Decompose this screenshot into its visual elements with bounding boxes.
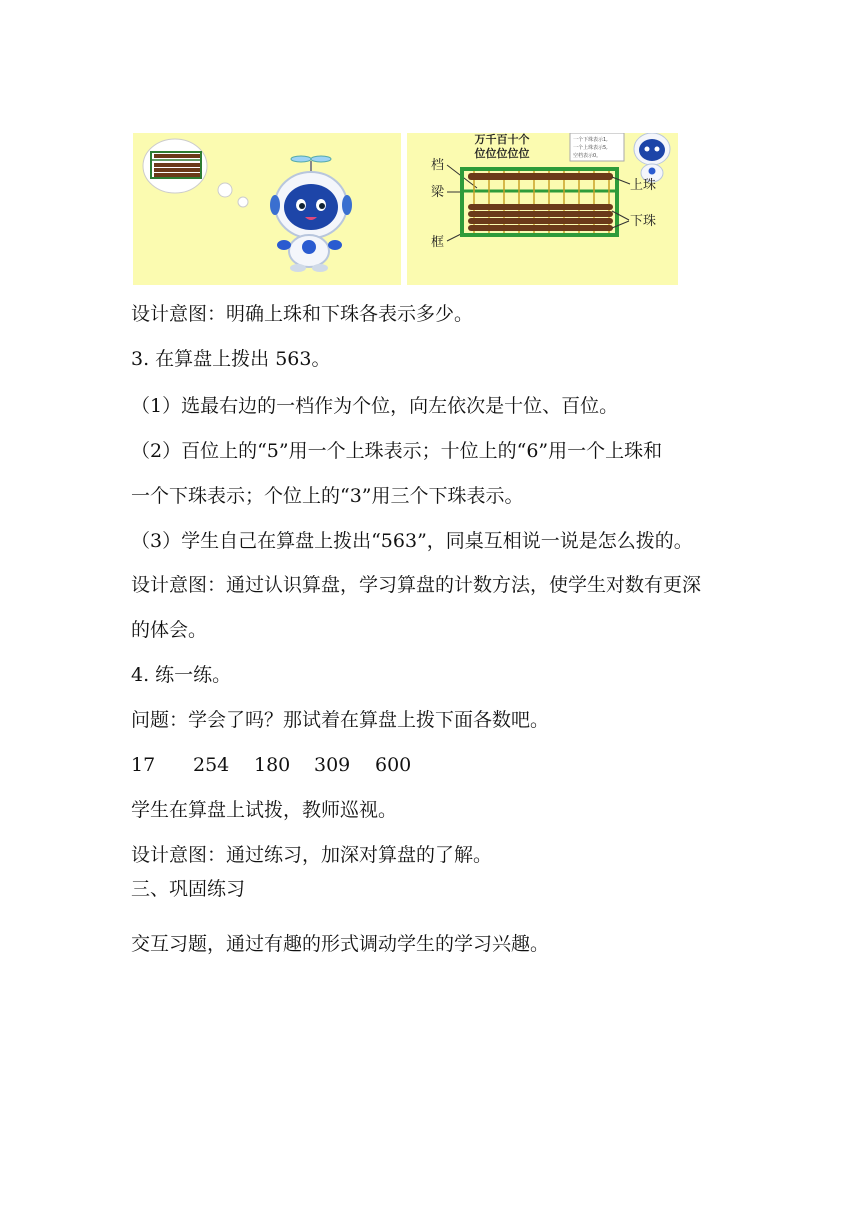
beam-label: 梁: [431, 185, 445, 200]
design-intent-2-cont: 的体会。: [131, 619, 208, 641]
rod-label: 档: [431, 158, 445, 173]
number-item: 17: [131, 754, 156, 776]
step-3-item-1: （1）选最右边的一档作为个位，向左依次是十位、百位。: [131, 395, 619, 417]
svg-text:空档表示0。: 空档表示0。: [573, 153, 602, 159]
upper-bead-label: 上珠: [630, 178, 657, 193]
place-header-bottom: 位位位位位: [474, 147, 530, 160]
robot-thinking-figure: [133, 133, 401, 285]
interactive-exercises: 交互习题，通过有趣的形式调动学生的学习兴趣。: [131, 933, 550, 955]
step-3-item-2: （2）百位上的“5”用一个上珠表示；十位上的“6”用一个上珠和: [131, 440, 663, 462]
small-abacus-icon: [151, 152, 201, 178]
place-header-top: 万千百十个: [474, 133, 530, 146]
lower-bead-label: 下珠: [630, 214, 657, 229]
robot-mascot-icon: [270, 156, 352, 272]
design-intent-1: 设计意图：明确上珠和下珠各表示多少。: [131, 303, 474, 325]
step-4-heading: 4. 练一练。: [131, 664, 232, 686]
number-item: 600: [375, 754, 412, 776]
design-intent-3: 设计意图：通过练习，加深对算盘的了解。: [131, 844, 493, 866]
abacus-icon: [462, 169, 617, 235]
robot-mascot-icon: [634, 133, 670, 182]
illustration-row: [133, 133, 678, 285]
svg-text:一个下珠表示1,: 一个下珠表示1,: [573, 137, 608, 143]
frame-label: 框: [431, 235, 445, 250]
step-3-heading: 3. 在算盘上拨出 563。: [131, 348, 331, 370]
step-3-item-3: （3）学生自己在算盘上拨出“563”，同桌互相说一说是怎么拨的。: [131, 530, 693, 552]
students-try: 学生在算盘上试拨，教师巡视。: [131, 799, 398, 821]
practice-numbers: [131, 753, 411, 777]
practice-question: 问题：学会了吗？那试着在算盘上拨下面各数吧。: [131, 709, 550, 731]
design-intent-2: 设计意图：通过认识算盘，学习算盘的计数方法，使学生对数有更深: [131, 574, 702, 596]
svg-text:一个上珠表示5,: 一个上珠表示5,: [573, 145, 608, 151]
section-3-heading: 三、巩固练习: [131, 878, 246, 900]
labeled-abacus-figure: [407, 133, 678, 285]
number-item: 180: [254, 754, 291, 776]
number-item: 309: [314, 754, 351, 776]
step-3-item-2-cont: 一个下珠表示；个位上的“3”用三个下珠表示。: [131, 485, 524, 507]
number-item: 254: [193, 754, 230, 776]
